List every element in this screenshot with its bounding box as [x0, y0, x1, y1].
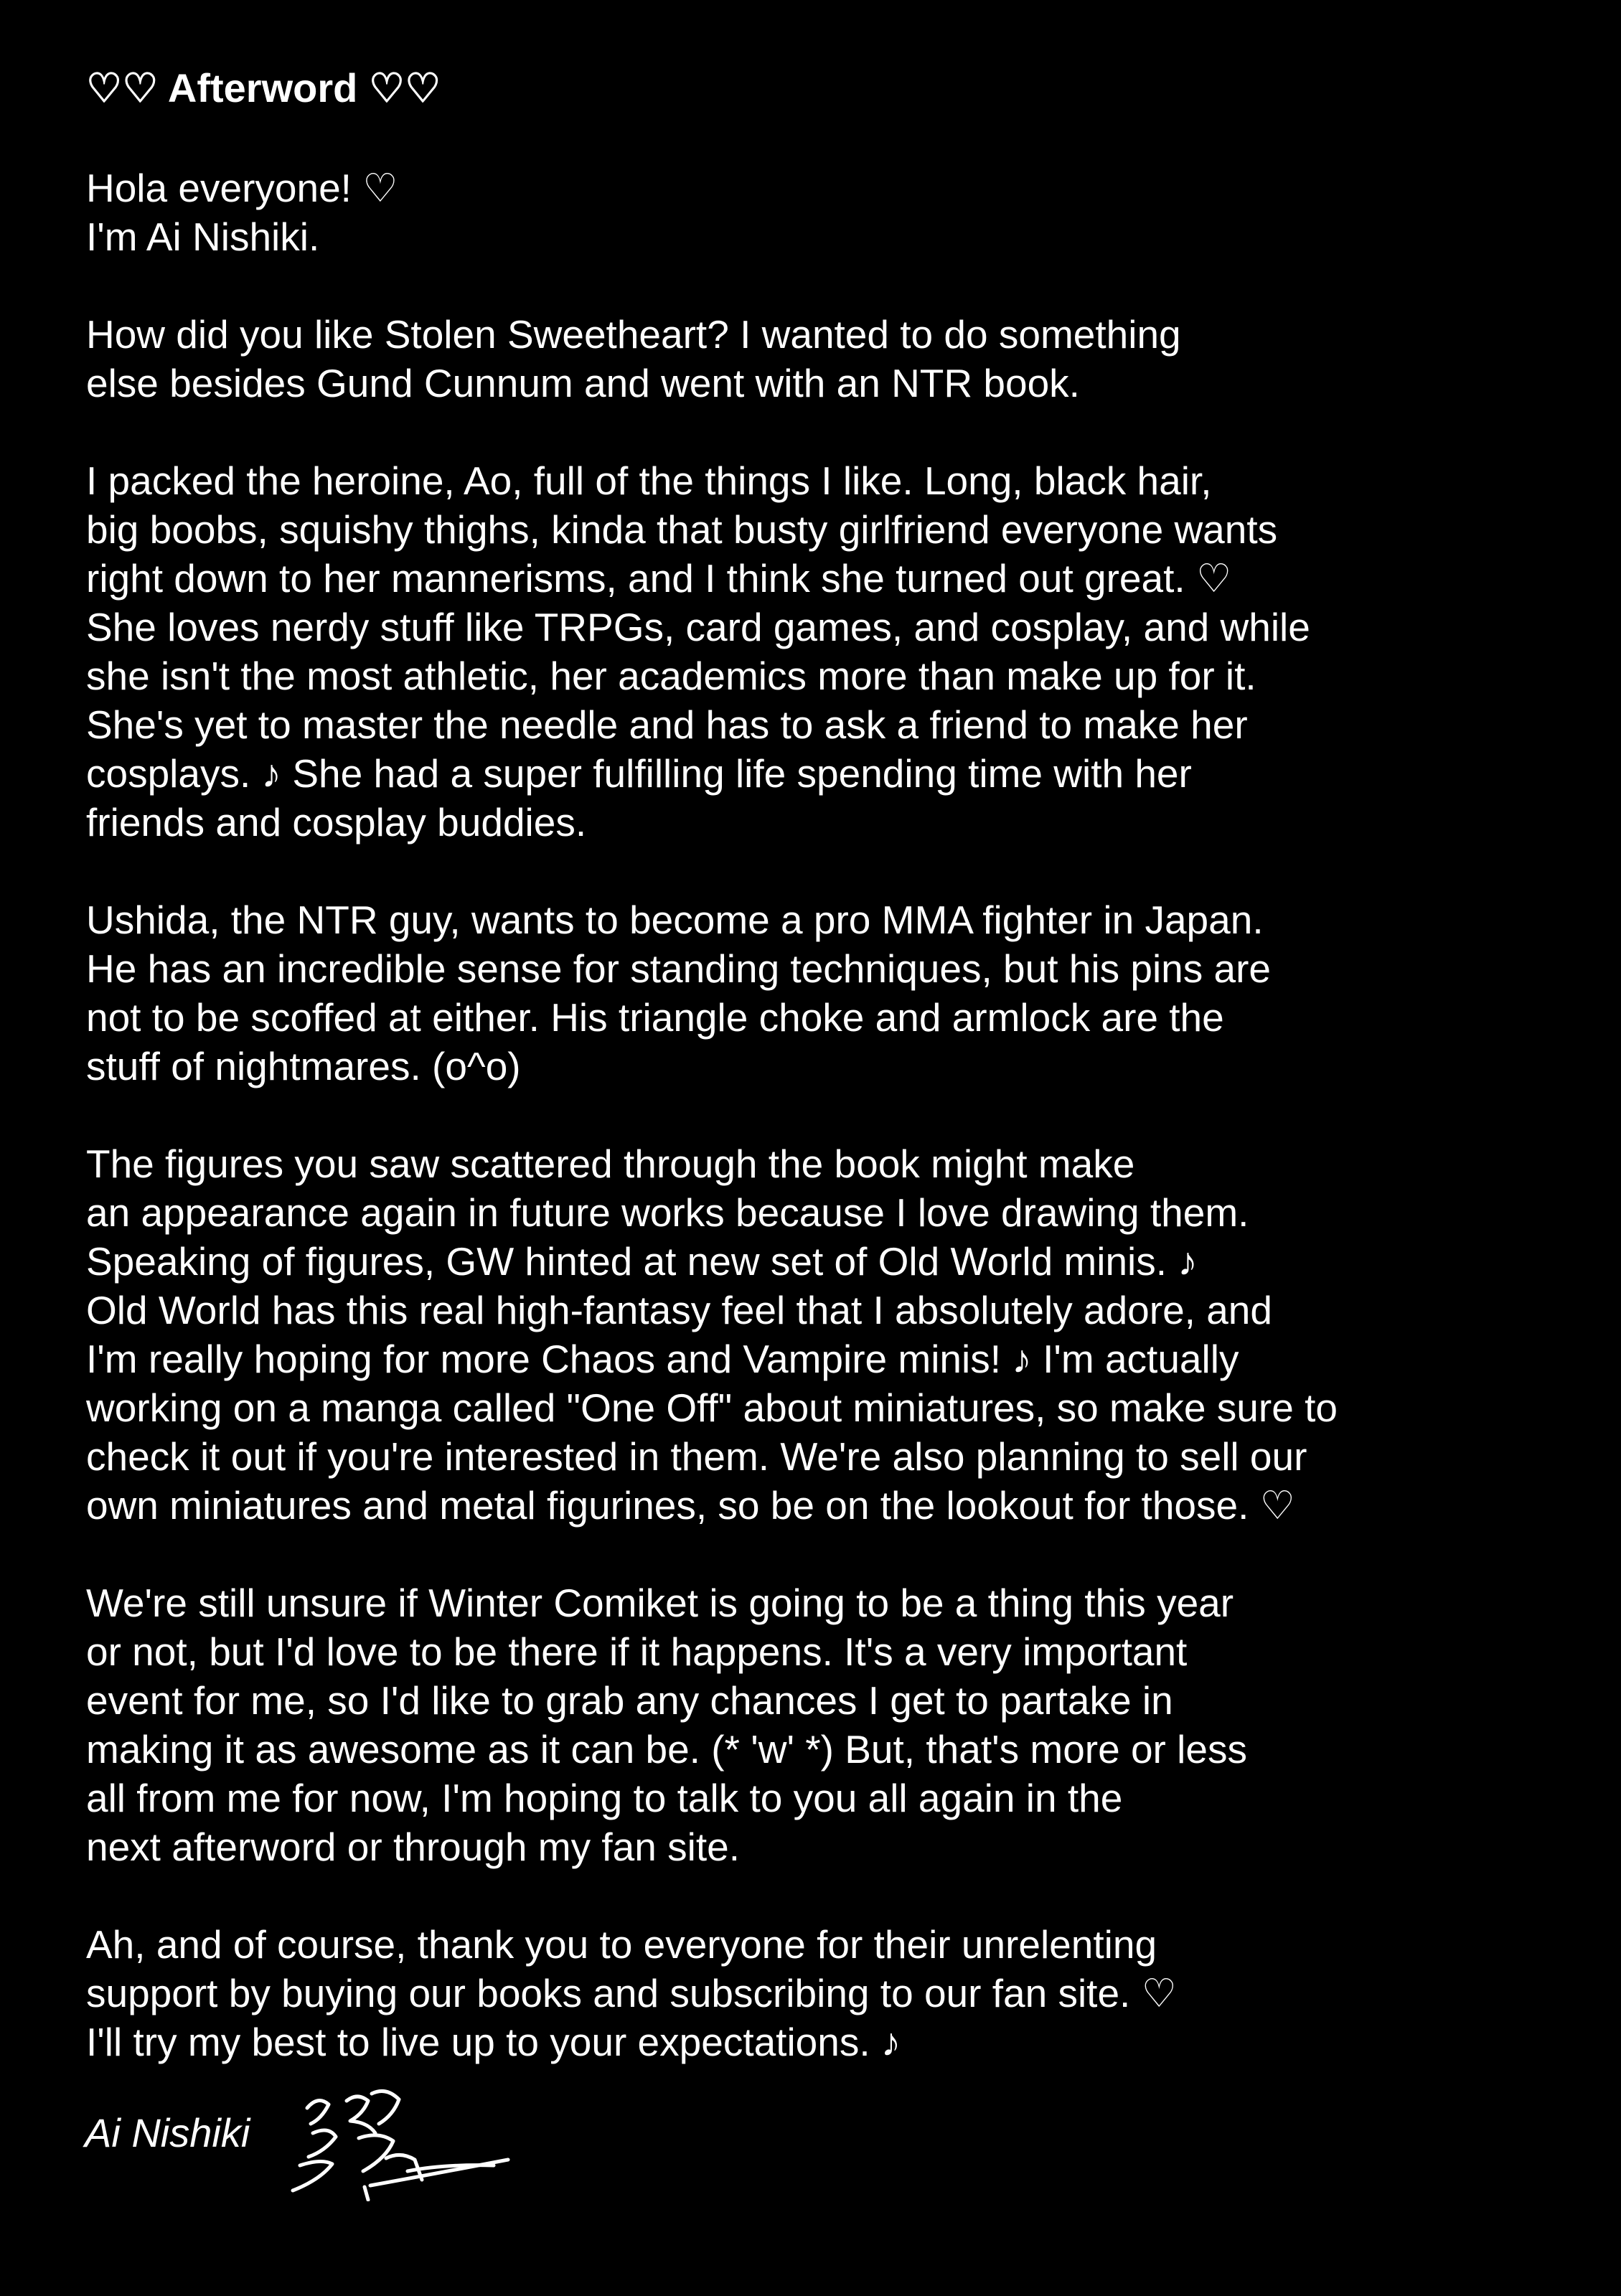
text-line: Ah, and of course, thank you to everyone for their unrelenting	[86, 1922, 1157, 1967]
paragraph-figures	[86, 1139, 1550, 1530]
afterword-page	[86, 66, 1550, 2115]
text-line: next afterword or through my fan site.	[86, 1825, 740, 1869]
text-line: all from me for now, I'm hoping to talk to you all again in the	[86, 1776, 1123, 1820]
text-line: support by buying our books and subscribing to our fan site. ♡	[86, 1971, 1177, 2015]
text-line: stuff of nightmares. (o^o)	[86, 1044, 521, 1088]
signature-block	[85, 2079, 515, 2201]
text-line: right down to her mannerisms, and I think she turned out great. ♡	[86, 556, 1232, 601]
signature-name: Ai Nishiki	[85, 2110, 250, 2155]
text-line: The figures you saw scattered through the book might make	[86, 1142, 1135, 1186]
text-line: Ushida, the NTR guy, wants to become a pro MMA fighter in Japan.	[86, 898, 1264, 942]
text-line: own miniatures and metal figurines, so be on the lookout for those. ♡	[86, 1483, 1295, 1528]
paragraph-greeting	[86, 164, 1550, 261]
text-line: working on a manga called "One Off" about miniatures, so make sure to	[86, 1385, 1338, 1430]
paragraph-ushida	[86, 895, 1550, 1091]
text-line: Speaking of figures, GW hinted at new set of Old World minis. ♪	[86, 1239, 1198, 1284]
text-line: an appearance again in future works because I love drawing them.	[86, 1190, 1249, 1235]
text-line: cosplays. ♪ She had a super fulfilling life spending time with her	[86, 751, 1192, 796]
text-line: I'm Ai Nishiki.	[86, 215, 320, 259]
text-line: I packed the heroine, Ao, full of the things I like. Long, black hair,	[86, 458, 1212, 503]
text-line: Old World has this real high-fantasy feel that I absolutely adore, and	[86, 1288, 1272, 1332]
text-line: she isn't the most athletic, her academics more than make up for it.	[86, 654, 1256, 698]
paragraph-intro	[86, 310, 1550, 408]
text-line: else besides Gund Cunnum and went with an NTR book.	[86, 361, 1080, 405]
text-line: big boobs, squishy thighs, kinda that busty girlfriend everyone wants	[86, 507, 1278, 552]
text-line: or not, but I'd love to be there if it happens. It's a very important	[86, 1629, 1188, 1674]
text-line: She loves nerdy stuff like TRPGs, card games, and cosplay, and while	[86, 605, 1310, 649]
paragraph-thanks	[86, 1920, 1550, 2066]
afterword-heading: ♡♡ Afterword ♡♡	[86, 65, 441, 110]
text-line: We're still unsure if Winter Comiket is going to be a thing this year	[86, 1581, 1234, 1625]
paragraph-comiket	[86, 1578, 1550, 1871]
text-line: Hola everyone! ♡	[86, 166, 398, 210]
text-line: not to be scoffed at either. His triangle choke and armlock are the	[86, 995, 1224, 1040]
handwritten-signature-icon	[278, 2079, 522, 2201]
text-line: making it as awesome as it can be. (* 'w' *) But, that's more or less	[86, 1727, 1247, 1772]
text-line: How did you like Stolen Sweetheart? I wanted to do something	[86, 312, 1181, 357]
text-line: I'll try my best to live up to your expectations. ♪	[86, 2020, 901, 2064]
text-line: check it out if you're interested in them. We're also planning to sell our	[86, 1434, 1307, 1479]
text-line: event for me, so I'd like to grab any chances I get to partake in	[86, 1678, 1173, 1723]
text-line: She's yet to master the needle and has to ask a friend to make her	[86, 702, 1248, 747]
text-line: I'm really hoping for more Chaos and Vampire minis! ♪ I'm actually	[86, 1337, 1239, 1381]
paragraph-heroine	[86, 456, 1550, 847]
text-line: friends and cosplay buddies.	[86, 800, 587, 844]
text-line: He has an incredible sense for standing techniques, but his pins are	[86, 946, 1272, 991]
